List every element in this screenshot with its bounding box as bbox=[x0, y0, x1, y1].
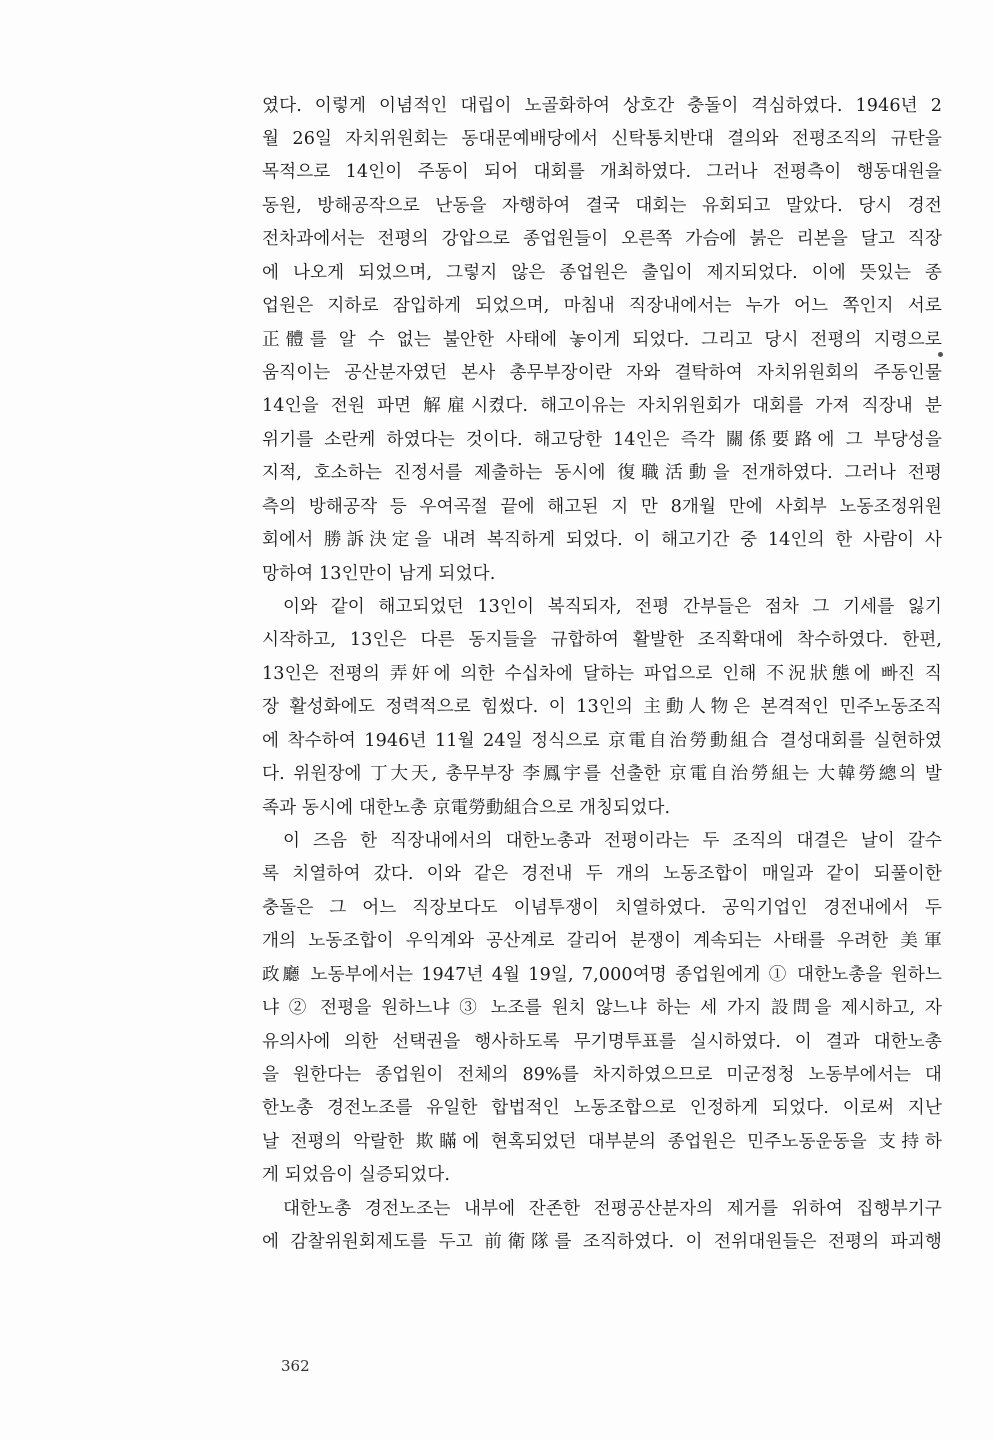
text-line: 유의사에 의한 선택권을 행사하도록 무기명투표를 실시하였다. 이 결과 대한노총 bbox=[262, 1032, 942, 1052]
text-line: 다. 위원장에 丁大天, 총무부장 李鳳宇를 선출한 京電自治勞組는 大韓勞總의 발 bbox=[262, 764, 942, 784]
text-line: 시작하고, 13인은 다른 동지들을 규합하여 활발한 조직확대에 착수하였다. 한편, bbox=[262, 630, 942, 650]
text-line: 한노총 경전노조를 유일한 합법적인 노동조합으로 인정하게 되었다. 이로써 지난 bbox=[262, 1098, 942, 1118]
text-line: 전차과에서는 전평의 강압으로 종업원들이 오른쪽 가슴에 붉은 리본을 달고 직장 bbox=[262, 229, 942, 249]
text-line: 개의 노동조합이 우익계와 공산계로 갈리어 분쟁이 계속되는 사태를 우려한 美軍 bbox=[262, 931, 942, 951]
text-line: 충돌은 그 어느 직장보다도 이념투쟁이 치열하였다. 공익기업인 경전내에서 두 bbox=[262, 898, 942, 918]
text-line: 였다. 이렇게 이념적인 대립이 노골화하여 상호간 충돌이 격심하였다. 1946년 2 bbox=[262, 96, 942, 116]
text-line: 월 26일 자치위원회는 동대문예배당에서 신탁통치반대 결의와 전평조직의 규탄을 bbox=[262, 129, 942, 149]
text-line: 14인을 전원 파면 解雇시켰다. 해고이유는 자치위원회가 대회를 가져 직장내 분 bbox=[262, 396, 942, 416]
text-line: 위기를 소란케 하였다는 것이다. 해고당한 14인은 즉각 關係要路에 그 부당성을 bbox=[262, 430, 942, 450]
text-line: 록 치열하여 갔다. 이와 같은 경전내 두 개의 노동조합이 매일과 같이 되풀이한 bbox=[262, 864, 942, 884]
text-line: 장 활성화에도 정력적으로 힘썼다. 이 13인의 主動人物은 본격적인 민주노동조직 bbox=[262, 697, 942, 717]
text-line: 지적, 호소하는 진정서를 제출하는 동시에 復職活動을 전개하였다. 그러나 전평 bbox=[262, 463, 942, 483]
text-line: 측의 방해공작 등 우여곡절 끝에 해고된 지 만 8개월 만에 사회부 노동조정위원 bbox=[262, 497, 942, 517]
text-line: 政廳 노동부에서는 1947년 4월 19일, 7,000여명 종업원에게 ① 대한노총을 원하느 bbox=[262, 965, 942, 985]
text-line: 회에서 勝訴決定을 내려 복직하게 되었다. 이 해고기간 중 14인의 한 사람이 사 bbox=[262, 530, 942, 550]
text-line: 족과 동시에 대한노총 京電勞動組合으로 개칭되었다. bbox=[262, 798, 671, 818]
paragraph-first-line: 이 즈음 한 직장내에서의 대한노총과 전평이라는 두 조직의 대결은 날이 갈수 bbox=[283, 831, 942, 851]
text-line: 13인은 전평의 弄奸에 의한 수십차에 달하는 파업으로 인해 不況狀態에 빠진 직 bbox=[262, 664, 942, 684]
paragraph-first-line: 이와 같이 해고되었던 13인이 복직되자, 전평 간부들은 점차 그 기세를 잃기 bbox=[283, 597, 942, 617]
text-line: 동원, 방해공작으로 난동을 자행하여 결국 대회는 유회되고 말았다. 당시 경전 bbox=[262, 196, 942, 216]
text-line: 에 감찰위원회제도를 두고 前衛隊를 조직하였다. 이 전위대원들은 전평의 파괴행 bbox=[262, 1232, 942, 1252]
text-line: 목적으로 14인이 주동이 되어 대회를 개최하였다. 그러나 전평측이 행동대원을 bbox=[262, 162, 942, 182]
text-line: 正體를 알 수 없는 불안한 사태에 놓이게 되었다. 그리고 당시 전평의 지령으로 bbox=[262, 330, 942, 350]
text-line: 에 착수하여 1946년 11월 24일 정식으로 京電自治勞動組合 결성대회를 실현하였 bbox=[262, 731, 942, 751]
text-line: 움직이는 공산분자였던 본사 총무부장이란 자와 결탁하여 자치위원회의 주동인물 bbox=[262, 363, 942, 383]
text-line: 업원은 지하로 잠입하게 되었으며, 마침내 직장내에서는 누가 어느 쪽인지 서로 bbox=[262, 296, 942, 316]
paragraph-first-line: 대한노총 경전노조는 내부에 잔존한 전평공산분자의 제거를 위하여 집행부기구 bbox=[283, 1199, 942, 1219]
page-number: 362 bbox=[281, 1357, 310, 1375]
text-line: 냐 ② 전평을 원하느냐 ③ 노조를 원치 않느냐 하는 세 가지 設問을 제시하고, 자 bbox=[262, 998, 942, 1018]
text-line: 망하여 13인만이 남게 되었다. bbox=[262, 564, 496, 584]
text-line: 날 전평의 악랄한 欺瞞에 현혹되었던 대부분의 종업원은 민주노동운동을 支持하 bbox=[262, 1132, 942, 1152]
text-line: 에 나오게 되었으며, 그렇지 않은 종업원은 출입이 제지되었다. 이에 뜻있는 종 bbox=[262, 263, 942, 283]
text-line: 게 되었음이 실증되었다. bbox=[262, 1165, 451, 1185]
text-line: 을 원한다는 종업원이 전체의 89%를 차지하였으므로 미군정청 노동부에서는 대 bbox=[262, 1065, 942, 1085]
